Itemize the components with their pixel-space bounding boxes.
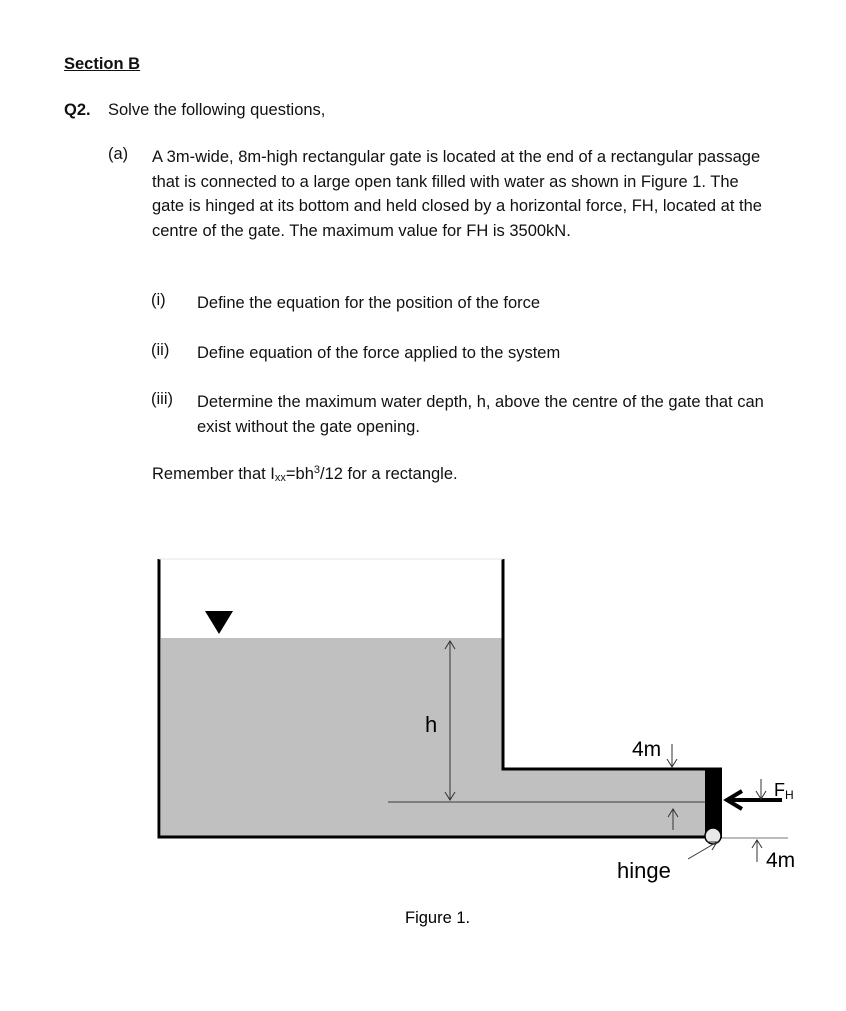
subpart-i-number: (i) [151, 291, 166, 309]
note-superscript: 3 [313, 464, 321, 476]
note-subscript: xx [274, 472, 286, 484]
subpart-ii-text: Define equation of the force applied to the system [197, 344, 561, 362]
question-number: Q2. [64, 101, 91, 119]
subpart-iii-number: (iii) [151, 390, 173, 408]
note-suffix: /12 for a rectangle. [320, 465, 458, 483]
force-label-main: F [774, 780, 785, 800]
h-label: h [425, 712, 438, 737]
part-a-text: A 3m-wide, 8m-high rectangular gate is located at the end of a rectangular passage that is connected to a large open tank filled with water as shown in Figure 1. The gate is hinged at its bottom and held closed by a horizontal force, FH, located at the centre of the gate. The maximum value for FH is 3500kN. [152, 148, 762, 240]
figure-caption: Figure 1. [405, 909, 471, 927]
note-mid: =bh [285, 465, 314, 483]
force-label [774, 780, 794, 802]
bottom-dimension-label: 4m [766, 849, 796, 872]
part-a-label: (a) [108, 145, 129, 163]
water-fill [161, 638, 706, 836]
section-title: Section B [64, 55, 141, 73]
hinge-label: hinge [617, 858, 671, 883]
hinge-pointer [688, 842, 717, 859]
subpart-i-text: Define the equation for the position of the force [197, 294, 541, 312]
top-dimension-label: 4m [632, 738, 662, 761]
subpart-ii-number: (ii) [151, 341, 170, 359]
subpart-iii-text: Determine the maximum water depth, h, above the centre of the gate that can exist without the gate opening. [197, 393, 764, 436]
question-prompt: Solve the following questions, [108, 101, 326, 119]
gate [705, 769, 722, 836]
force-label-sub: H [785, 788, 794, 802]
free-surface-symbol [205, 611, 233, 634]
passage-outline [503, 559, 722, 769]
note-prefix: Remember that I [152, 465, 275, 483]
